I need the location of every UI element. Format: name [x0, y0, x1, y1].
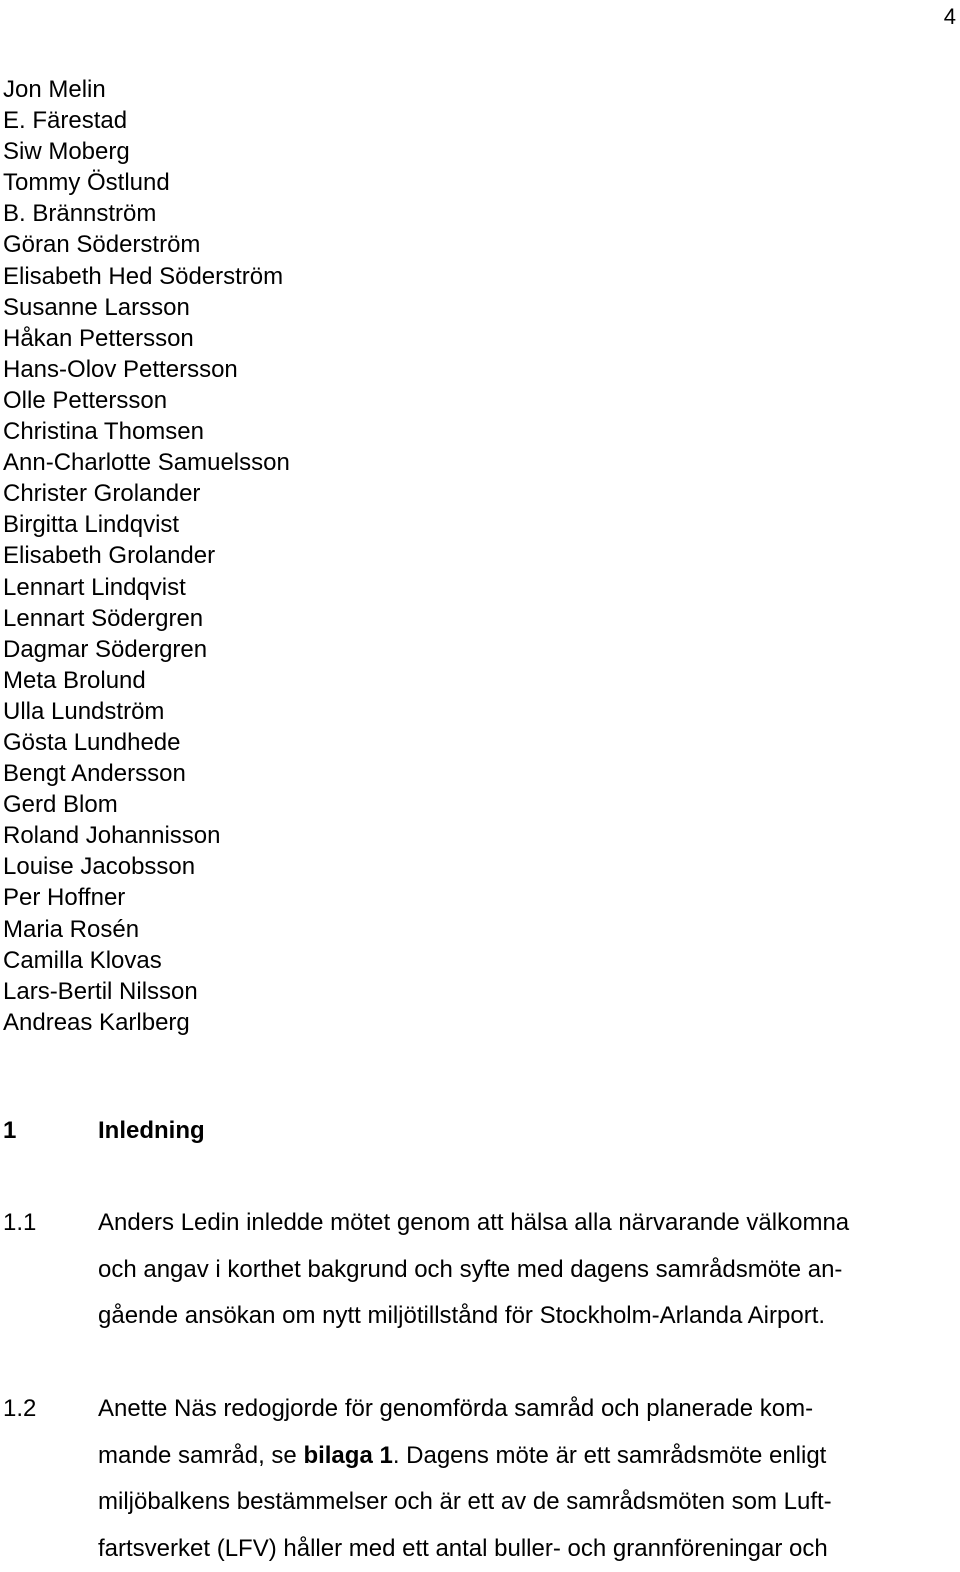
paragraph-line: miljöbalkens bestämmelser och är ett av de samrådsmöten som Luft- [98, 1488, 832, 1516]
attendee-name: Lennart Södergren [3, 604, 204, 632]
attendee-name: Tommy Östlund [3, 169, 170, 197]
page-number: 4 [943, 4, 956, 29]
attendee-name: Andreas Karlberg [3, 1008, 190, 1036]
paragraph-text-segment: . Dagens möte är ett samrådsmöte enligt [392, 1441, 827, 1469]
paragraph-line: Anette Näs redogjorde för genomförda samråd och planerade kom- [98, 1395, 814, 1422]
attendee-name: Maria Rosén [3, 915, 140, 943]
attendee-name: Håkan Pettersson [3, 324, 194, 352]
paragraph-1-1 [3, 1200, 948, 1340]
attendee-name: Camilla Klovas [3, 946, 162, 974]
attendee-name: Bengt Andersson [3, 760, 186, 788]
attendee-name: Göran Söderström [3, 231, 201, 259]
paragraph-text [98, 1386, 948, 1572]
paragraph-text-segment: mande samråd, se [98, 1441, 304, 1469]
attendee-name: Elisabeth Hed Söderström [3, 262, 284, 290]
attendee-name: E. Färestad [3, 107, 128, 135]
paragraph-1-2 [3, 1386, 948, 1572]
attendee-name: Hans-Olov Pettersson [3, 355, 238, 383]
attendee-name: Siw Moberg [3, 138, 130, 166]
attendee-name: Lars-Bertil Nilsson [3, 977, 198, 1005]
attendee-name: Gerd Blom [3, 791, 118, 819]
paragraph-line: fartsverket (LFV) håller med ett antal buller- och grannföreningar och [98, 1534, 828, 1562]
section-heading [3, 1113, 933, 1149]
attendee-name: Louise Jacobsson [3, 853, 196, 881]
paragraph-line: och angav i korthet bakgrund och syfte med dagens samrådsmöte an- [98, 1255, 843, 1283]
attendee-name: Meta Brolund [3, 666, 146, 694]
attendee-name: Ann-Charlotte Samuelsson [3, 449, 290, 477]
attendee-name: Elisabeth Grolander [3, 542, 216, 570]
paragraph-number: 1.2 [3, 1395, 37, 1422]
attendee-name: Jon Melin [3, 76, 106, 103]
section-number: 1 [3, 1117, 17, 1144]
attendee-name: Olle Pettersson [3, 386, 168, 414]
attendee-name: Gösta Lundhede [3, 728, 181, 756]
attendee-name: Roland Johannisson [3, 822, 221, 850]
paragraph-line [98, 1433, 948, 1480]
attendee-name: Dagmar Södergren [3, 635, 208, 663]
paragraph-number: 1.1 [3, 1209, 37, 1236]
paragraph-line: Anders Ledin inledde mötet genom att hälsa alla närvarande välkomna [98, 1209, 850, 1236]
attendee-name: Christer Grolander [3, 480, 201, 508]
attendee-name: Christina Thomsen [3, 418, 204, 446]
paragraph-text [98, 1200, 948, 1340]
attendee-name: Susanne Larsson [3, 293, 190, 321]
attendee-name: Birgitta Lindqvist [3, 511, 180, 539]
attendee-name: Lennart Lindqvist [3, 573, 186, 601]
attendee-list [3, 74, 290, 1038]
attendee-name: Ulla Lundström [3, 697, 165, 725]
attendee-name: B. Brännström [3, 200, 157, 228]
attendee-name: Per Hoffner [3, 884, 126, 912]
section-title: Inledning [98, 1117, 205, 1144]
paragraph-line: gående ansökan om nytt miljötillstånd för Stockholm-Arlanda Airport. [98, 1302, 826, 1330]
attachment-reference: bilaga 1 [303, 1441, 393, 1469]
